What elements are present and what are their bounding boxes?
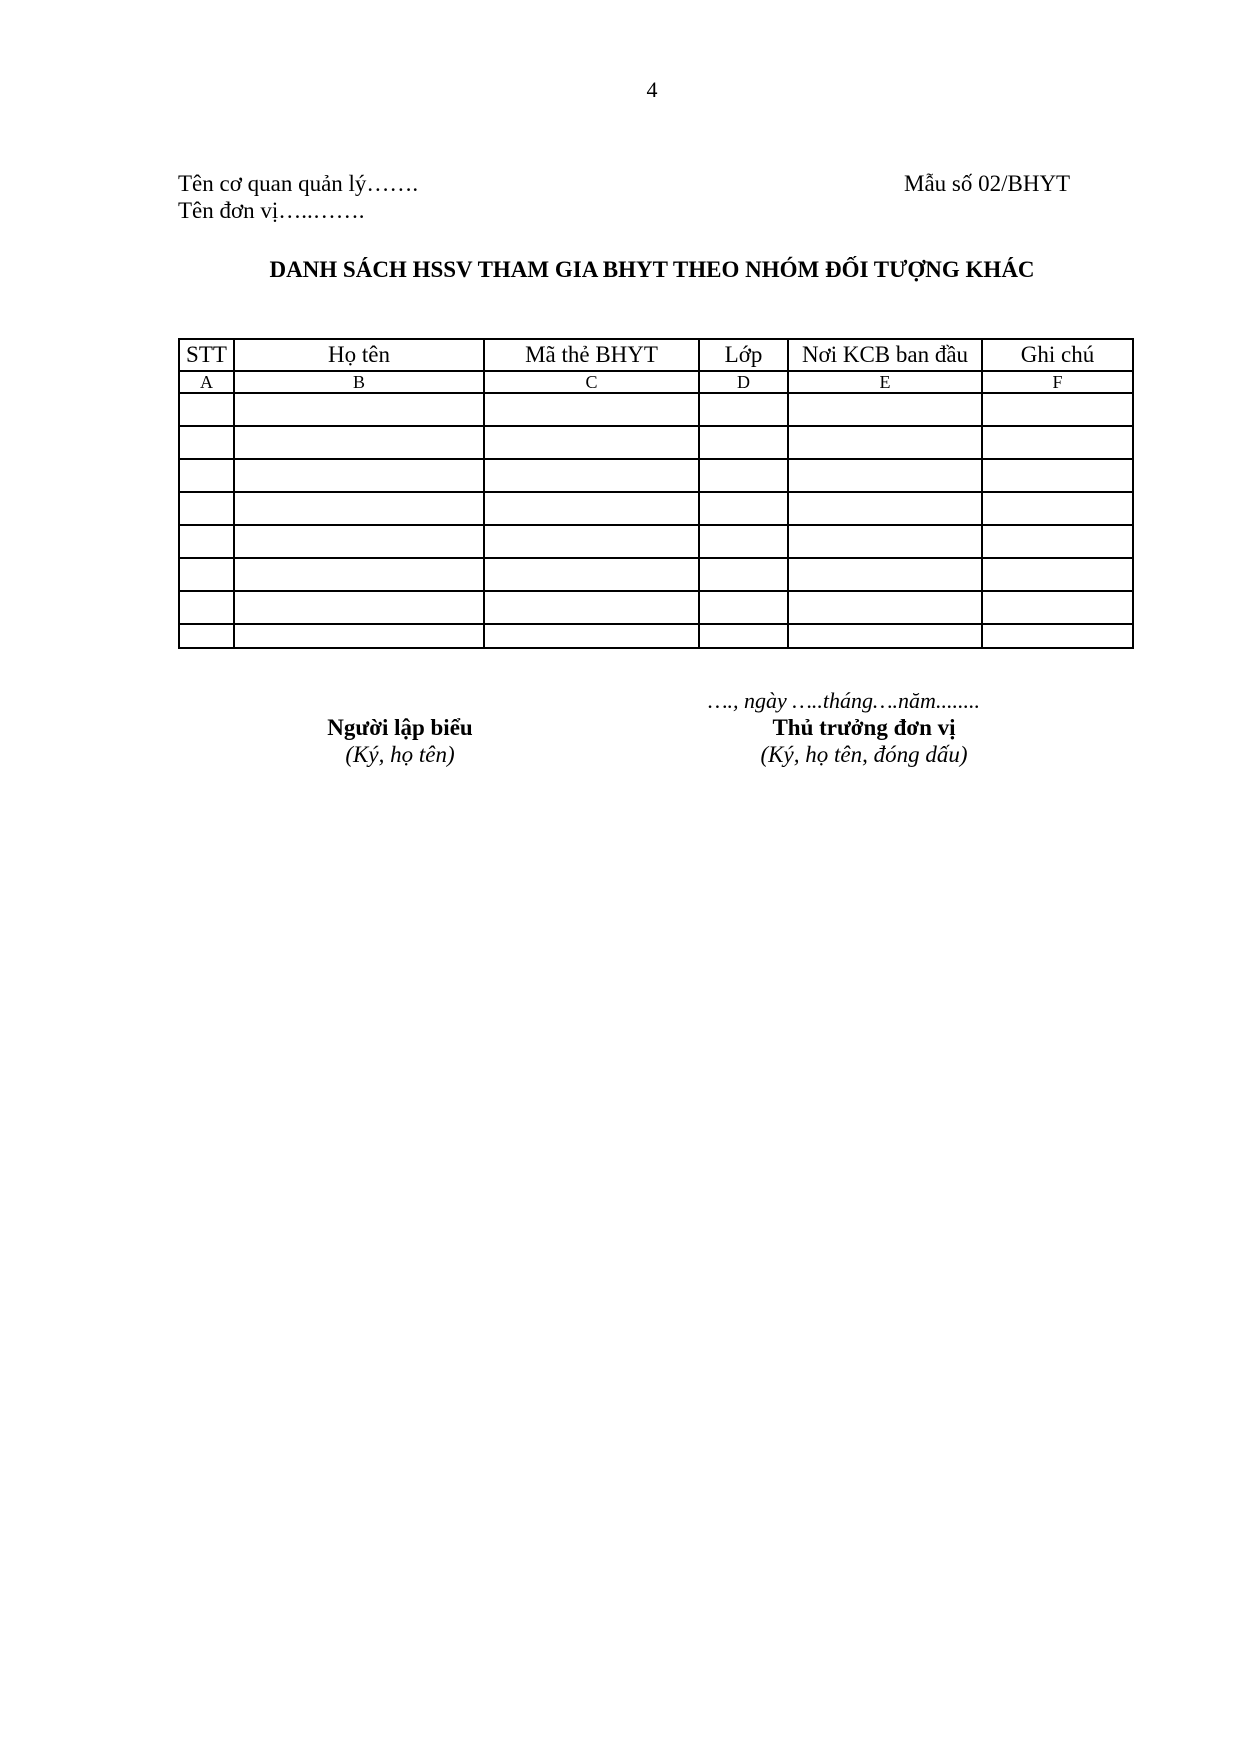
column-header-insurance-card-code: Mã thẻ BHYT [484,339,699,371]
student-list-table [178,338,1134,649]
table-cell [788,525,982,558]
column-header-initial-clinic: Nơi KCB ban đầu [788,339,982,371]
table-row [179,624,1133,648]
table-cell [788,624,982,648]
table-cell [699,492,788,525]
head-of-unit-signature-block [714,714,1014,768]
table-cell [234,459,484,492]
column-header-class: Lớp [699,339,788,371]
table-cell [982,492,1133,525]
column-letter-row [179,371,1133,393]
table-cell [982,393,1133,426]
table-cell [234,426,484,459]
table-body [179,393,1133,648]
table-cell [699,426,788,459]
date-line: …., ngày …..tháng….năm........ [708,688,980,713]
table-cell [484,459,699,492]
table-cell [179,459,234,492]
table-row [179,459,1133,492]
page-number: 4 [646,77,658,102]
table-cell [484,492,699,525]
table-cell [788,426,982,459]
table-cell [699,393,788,426]
document-title: DANH SÁCH HSSV THAM GIA BHYT THEO NHÓM ĐỐI TƯỢNG KHÁC [269,257,1035,282]
preparer-signature-block [300,714,500,768]
table-cell [699,459,788,492]
preparer-note: (Ký, họ tên) [345,742,455,767]
table-cell [982,525,1133,558]
table-cell [179,393,234,426]
table-cell [234,525,484,558]
table-cell [982,459,1133,492]
table-cell [234,591,484,624]
table-row [179,492,1133,525]
table-cell [699,591,788,624]
table-row [179,525,1133,558]
table-cell [484,624,699,648]
table-cell [982,426,1133,459]
agency-name-field: Tên cơ quan quản lý……. [178,171,419,196]
table-row [179,393,1133,426]
table-cell [788,558,982,591]
column-header-notes: Ghi chú [982,339,1133,371]
table-cell [234,558,484,591]
column-letter-c: C [484,371,699,393]
table-cell [234,624,484,648]
table-cell [788,393,982,426]
preparer-title: Người lập biểu [327,715,473,740]
table-cell [234,492,484,525]
column-header-stt: STT [179,339,234,371]
table-cell [484,393,699,426]
table-cell [788,591,982,624]
table-row [179,426,1133,459]
column-letter-f: F [982,371,1133,393]
table-cell [484,525,699,558]
head-of-unit-note: (Ký, họ tên, đóng dấu) [760,742,968,767]
table-cell [699,558,788,591]
table-cell [699,525,788,558]
table-cell [179,558,234,591]
table-cell [179,525,234,558]
unit-name-field: Tên đơn vị…..……. [178,198,365,223]
table-cell [484,426,699,459]
column-header-row [179,339,1133,371]
table-cell [982,624,1133,648]
table-cell [484,591,699,624]
column-letter-d: D [699,371,788,393]
column-letter-e: E [788,371,982,393]
table-cell [788,459,982,492]
table-cell [179,492,234,525]
table-row [179,591,1133,624]
table-cell [699,624,788,648]
column-letter-a: A [179,371,234,393]
table-cell [982,591,1133,624]
table-cell [788,492,982,525]
column-letter-b: B [234,371,484,393]
table-cell [179,624,234,648]
table-row [179,558,1133,591]
column-header-full-name: Họ tên [234,339,484,371]
table-cell [234,393,484,426]
table-cell [484,558,699,591]
table-cell [179,426,234,459]
head-of-unit-title: Thủ trưởng đơn vị [772,715,956,740]
table-cell [982,558,1133,591]
form-code: Mẫu số 02/BHYT [904,171,1071,196]
table-cell [179,591,234,624]
